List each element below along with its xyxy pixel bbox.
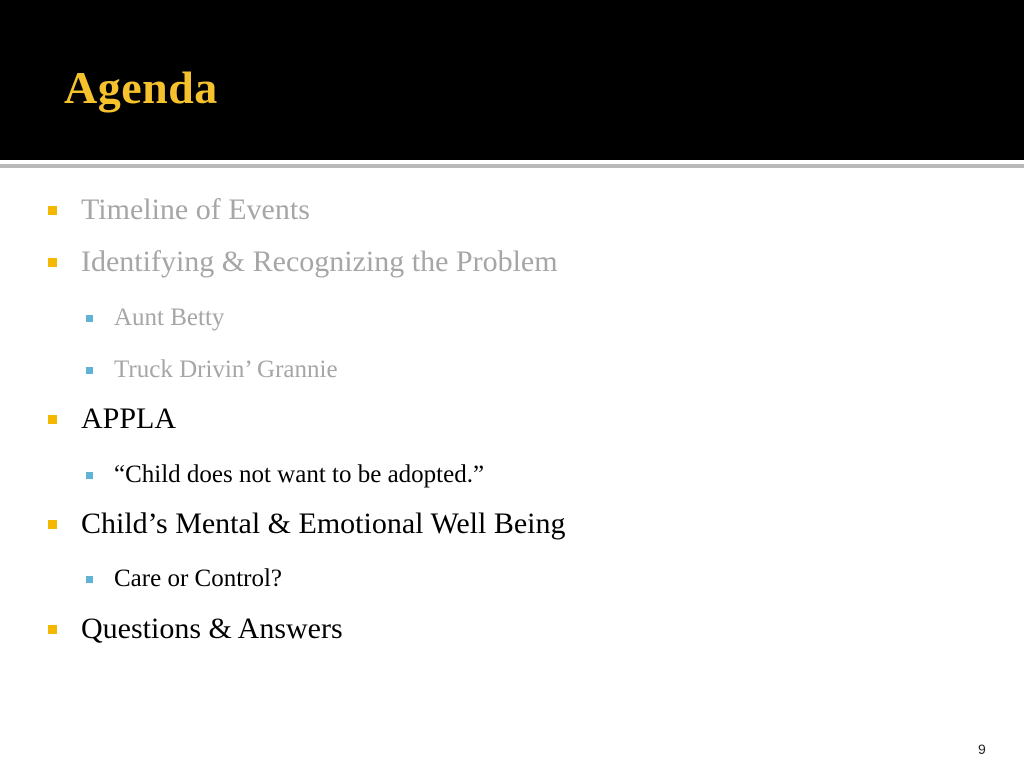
agenda-subitem-label: Truck Drivin’ Grannie	[114, 356, 338, 383]
agenda-item-label: Identifying & Recognizing the Problem	[81, 245, 558, 278]
square-bullet-icon	[48, 625, 57, 634]
agenda-subitem-label: Care or Control?	[114, 565, 283, 592]
title-divider-shadow	[0, 164, 1024, 168]
square-bullet-icon	[86, 576, 93, 583]
title-divider	[0, 160, 1024, 163]
agenda-item-label: Questions & Answers	[81, 612, 343, 645]
square-bullet-icon	[48, 415, 57, 424]
title-bar	[0, 0, 1024, 160]
agenda-item-label: Timeline of Events	[81, 193, 310, 226]
agenda-subitem-label: Aunt Betty	[114, 304, 225, 331]
agenda-subitem-label: “Child does not want to be adopted.”	[114, 461, 485, 488]
agenda-item-label: APPLA	[81, 402, 177, 435]
square-bullet-icon	[86, 315, 93, 322]
page-number: 9	[978, 741, 986, 757]
square-bullet-icon	[48, 258, 57, 267]
slide-title: Agenda	[64, 62, 218, 113]
square-bullet-icon	[86, 367, 93, 374]
square-bullet-icon	[48, 206, 57, 215]
square-bullet-icon	[86, 472, 93, 479]
agenda-item-label: Child’s Mental & Emotional Well Being	[81, 507, 566, 540]
square-bullet-icon	[48, 520, 57, 529]
